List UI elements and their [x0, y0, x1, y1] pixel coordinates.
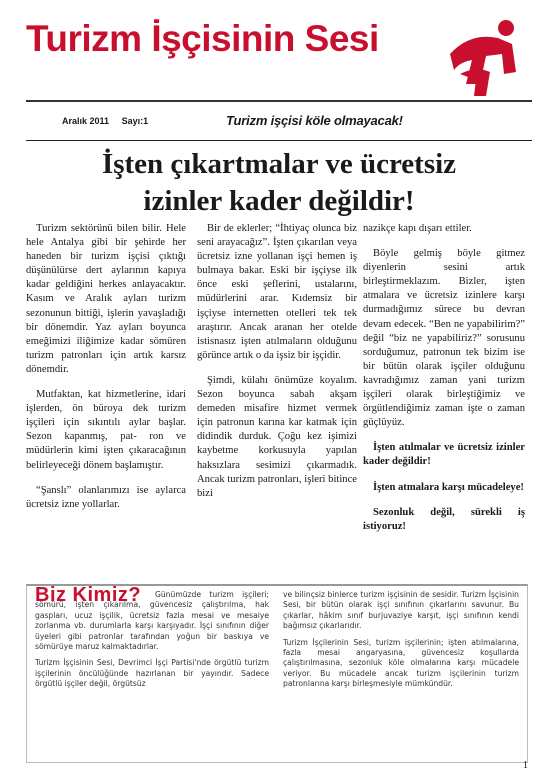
newspaper-title: Turizm İşçisinin Sesi [26, 18, 379, 59]
article-column-2 [197, 222, 357, 512]
masthead-rule [26, 100, 532, 102]
article-paragraph: “Şanslı” olanlarımızı ise aylarca ücretsiz izne yollarlar. [26, 484, 186, 510]
about-paragraph: Turizm İşçilerinin Sesi, turizm işçilerinin; işten atılmalarına, fazla mesai angaryasına, güvencesiz koşullarda çalıştırılmasına, sezonluk köle olmalarına karşı mücadele veriyor. Bu mücadele ancak turizm işçilerinin turizm patronlarına karşı birleşmesiyle mümkündür. [283, 637, 519, 689]
article-column-3 [363, 222, 525, 545]
article-paragraph: nazikçe kapı dışarı ettiler. [363, 223, 472, 234]
issue-date: Aralık 2011 [62, 116, 110, 126]
issue-number: Sayı:1 [121, 116, 149, 126]
about-box [26, 584, 528, 763]
slogan-line: İşten atılmalar ve ücretsiz izinler kader değildir! [363, 442, 525, 468]
issue-bar-rule [26, 140, 532, 141]
headline-line-2: izinler kader değildir! [143, 185, 415, 217]
article-paragraph: Turizm sektörünü bilen bilir. Hele hele Antalya gibi bir şehirde her haneden bir turizm işçisi çıktığı düşünülürse dert aylarının kapıya kadar geldiğini herkes anlayacaktır. Kasım ve Aralık ayları turizm sezonunun bittiği, işlerin yavaşladığı bir dönemdir. Yaz ayları boyunca emeğimizi iliğimize kadar sömüren turizm patronları için artık karsız dönemdir. [26, 223, 186, 375]
headline [26, 146, 532, 220]
slogan-line: İşten atmalara karşı mücadeleye! [373, 481, 524, 493]
about-title: Biz Kimiz? [35, 584, 142, 606]
about-paragraph: Günümüzde turizm işçileri; sömürü, işten çıkarılma, güvencesiz çalıştırılma, hak gaspları, ucuz işçilik, ücretsiz fazla mesai ve mesaiye zorlanma vb. durumlarla karşı karşıyadır. İşçi sınıfının diğer üyeleri gibi patronlar tarafından yoğun bir baskıya ve sömürüye maruz kalmaktadırlar. [35, 590, 269, 652]
masthead [26, 14, 532, 100]
about-right-column [283, 590, 519, 696]
about-paragraph: ve bilinçsiz binlerce turizm işçisinin de sesidir. Turizm İşçisinin Sesi, bir bütün olarak işçi sınıfının çıkarlarını savunur. Bu çıkarlar, hâkim sınıf burjuvaziye karşıt, işçi sınıfının kendi bağımsız çıkarlarıdır. [283, 590, 519, 631]
article-paragraph: Bir de eklerler; “İhtiyaç olunca biz seni arayacağız”. İşten çıkarılan veya ücretsiz izne yollanan işçi hemen iş bulmaya bakar. Eski bir işçiyse ilk önce eski şeflerini, ustalarını, müdürlerini arar. Kıdemsiz bir işçiyse internetten otelleri tek tek araştırır. Ancak aranan her otelde istisnasız işten atılmaların olduğunu görünce artık o da işsiz bir işçidir. [197, 223, 357, 361]
slogan-line: Sezonluk değil, sürekli iş istiyoruz! [363, 506, 525, 532]
article-paragraph: Böyle gelmiş böyle gitmez diyenlerin sesini artık birleştirmeklazım. Bizler, işten atmalara ve ücretsiz izinlere karşı durmadığımız sürece bu devran devam edecek. “Ben ne yapabilirim?” değil “biz ne yapabiliriz?” sorusunu sorduğumuz, patronun tek bizim ise bir bütün olarak işçiler olduğunu kavradığımız zaman yani turizm işçileri olarak birleştiğimiz ve örgütlendiğimiz zaman işte o zaman güçlüyüz. [363, 248, 525, 429]
article-paragraph: Mutfaktan, kat hizmetlerine, idari işlerden, ön büroya dek turizm işçileri için sıkıntılı aylar başlar. Sezon kapanmış, pat- ron ve müdürlerin kimi işten çıkaracağının belirleyeceği dönem başlamıştır. [26, 389, 186, 471]
issue-meta [62, 116, 158, 126]
slogan: Turizm işçisi köle olmayacak! [226, 113, 403, 128]
page-number: 1 [523, 760, 528, 771]
workers-embrace-logo [420, 14, 532, 100]
article-paragraph: Şimdi, külahı önümüze koyalım. Sezon boyunca sabah akşam demeden misafire hizmet vermek için patronun karına kar katmak için didindik durduk. Çoğu kez işimizi kaybetme korkusuyla yapılan haksızlara sesimizi çıkarmadık. Ancak turizm patronları, işleri bitince bizi [197, 374, 357, 499]
about-paragraph: Turizm İşçisinin Sesi, Devrimci İşçi Partisi'nde örgütlü turizm işçilerinin öncülüğünde hazırlanan bir yayındır. Sadece örgütlü işçiler değil, örgütsüz [35, 658, 269, 689]
issue-bar [26, 104, 532, 144]
headline-line-1: İşten çıkartmalar ve ücretsiz [101, 148, 457, 180]
article-column-1 [26, 222, 186, 523]
